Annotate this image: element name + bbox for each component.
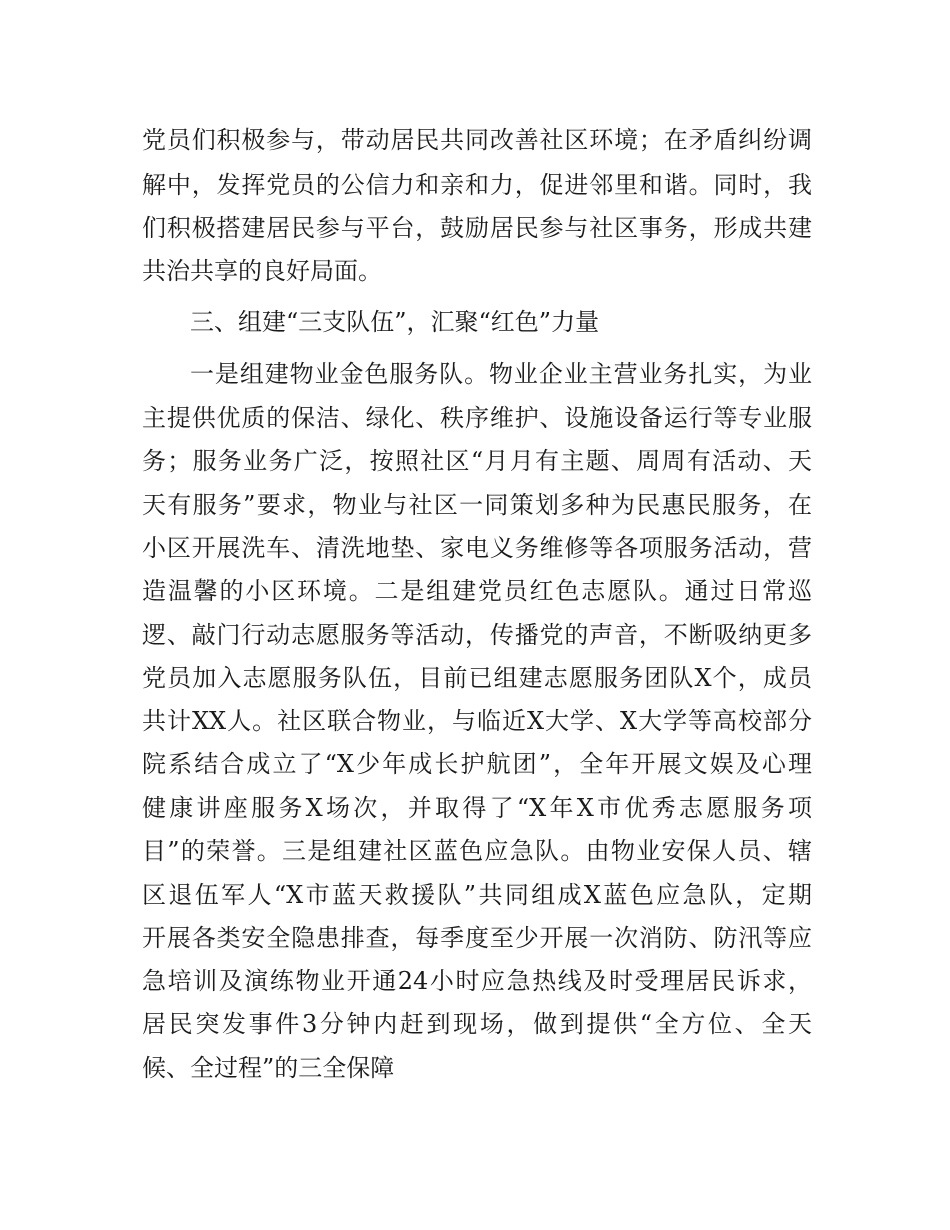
- paragraph-2-line-7: 逻、敲门行动志愿服务等活动，传播党的声音，不断吸纳更多: [142, 621, 812, 649]
- section-heading: 三、组建“三支队伍”，汇聚“红色”力量: [190, 308, 600, 336]
- paragraph-2-line-6: 造温馨的小区环境。二是组建党员红色志愿队。通过日常巡: [142, 577, 812, 605]
- paragraph-2-line-9: 共计XX人。社区联合物业，与临近X大学、X大学等高校部分: [142, 707, 812, 735]
- paragraph-2-line-15: 急培训及演练物业开通24小时应急热线及时受理居民诉求，: [142, 967, 812, 995]
- paragraph-2-line-2: 主提供优质的保洁、绿化、秩序维护、设施设备运行等专业服: [142, 404, 812, 432]
- paragraph-2-line-10: 院系结合成立了“X少年成长护航团”，全年开展文娱及心理: [142, 750, 812, 778]
- paragraph-2-line-3: 务；服务业务广泛，按照社区“月月有主题、周周有活动、天: [142, 447, 812, 475]
- paragraph-1-line-4: 共治共享的良好局面。: [142, 257, 382, 285]
- paragraph-2-line-1: 一是组建物业金色服务队。物业企业主营业务扎实，为业: [190, 360, 812, 388]
- paragraph-2-line-14: 开展各类安全隐患排查，每季度至少开展一次消防、防汛等应: [142, 924, 812, 952]
- paragraph-2-line-17: 候、全过程”的三全保障: [142, 1054, 395, 1082]
- paragraph-2-line-13: 区退伍军人“X市蓝天救援队”共同组成X蓝色应急队，定期: [142, 881, 812, 909]
- paragraph-1-line-3: 们积极搭建居民参与平台，鼓励居民参与社区事务，形成共建: [142, 214, 812, 242]
- paragraph-1-line-1: 党员们积极参与，带动居民共同改善社区环境；在矛盾纠纷调: [142, 126, 812, 154]
- paragraph-2-line-5: 小区开展洗车、清洗地垫、家电义务维修等各项服务活动，营: [142, 534, 812, 562]
- paragraph-2-line-11: 健康讲座服务X场次，并取得了“X年X市优秀志愿服务项: [142, 794, 812, 822]
- paragraph-1-line-2: 解中，发挥党员的公信力和亲和力，促进邻里和谐。同时，我: [142, 171, 812, 199]
- paragraph-2-line-8: 党员加入志愿服务队伍，目前已组建志愿服务团队X个，成员: [142, 664, 812, 692]
- paragraph-2-line-16: 居民突发事件3分钟内赶到现场，做到提供“全方位、全天: [142, 1010, 812, 1038]
- paragraph-2-line-12: 目”的荣誉。三是组建社区蓝色应急队。由物业安保人员、辖: [142, 837, 812, 865]
- paragraph-2-line-4: 天有服务”要求，物业与社区一同策划多种为民惠民服务，在: [142, 491, 812, 519]
